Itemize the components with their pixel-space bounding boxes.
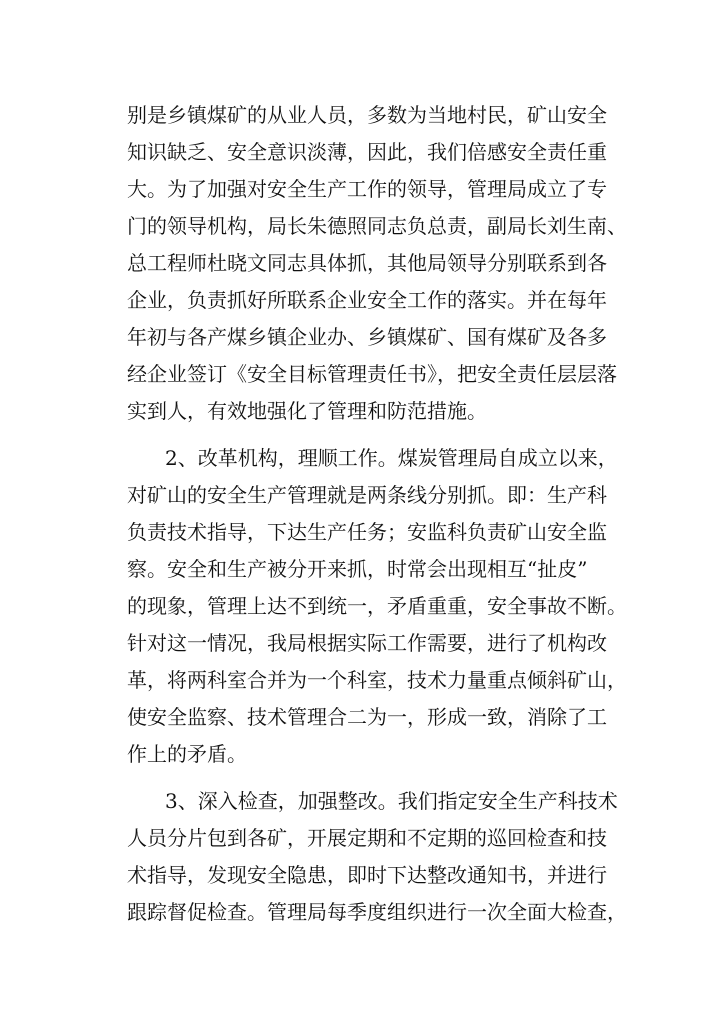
paragraph-3-line-1: 3、深入检查，加强整改。我们指定安全生产科技术: [165, 789, 618, 813]
paragraph-1-line-1: 别是乡镇煤矿的从业人员，多数为当地村民，矿山安全: [127, 103, 607, 127]
paragraph-2-line-7: 革，将两科室合并为一个科室，技术力量重点倾斜矿山，: [127, 668, 627, 692]
paragraph-1-line-4: 门的领导机构，局长朱德照同志负总责，副局长刘生南、: [127, 214, 627, 238]
paragraph-2-line-1: 2、改革机构，理顺工作。煤炭管理局自成立以来，: [165, 446, 618, 470]
paragraph-1-line-7: 年初与各产煤乡镇企业办、乡镇煤矿、国有煤矿及各多: [127, 325, 607, 349]
paragraph-2-line-5: 的现象，管理上达不到统一，矛盾重重，安全事故不断。: [127, 594, 627, 618]
paragraph-1-line-3: 大。为了加强对安全生产工作的领导，管理局成立了专: [127, 177, 607, 201]
paragraph-2-line-2: 对矿山的安全生产管理就是两条线分别抓。即：生产科: [127, 483, 607, 507]
paragraph-3-line-4: 跟踪督促检查。管理局每季度组织进行一次全面大检查，: [127, 900, 627, 924]
paragraph-3-line-3: 术指导，发现安全隐患，即时下达整改通知书，并进行: [127, 863, 607, 887]
paragraph-1-line-2: 知识缺乏、安全意识淡薄，因此，我们倍感安全责任重: [127, 140, 607, 164]
paragraph-gap: [127, 773, 607, 783]
paragraph-2-line-9: 作上的矛盾。: [127, 742, 247, 766]
paragraph-2-line-6: 针对这一情况，我局根据实际工作需要，进行了机构改: [127, 631, 607, 655]
paragraph-gap: [127, 430, 607, 440]
paragraph-1-line-9: 实到人，有效地强化了管理和防范措施。: [127, 399, 487, 423]
paragraph-1-line-5: 总工程师杜晓文同志具体抓，其他局领导分别联系到各: [127, 251, 607, 275]
paragraph-2-line-4: 察。安全和生产被分开来抓，时常会出现相互“扯皮”: [127, 557, 588, 581]
paragraph-3-line-2: 人员分片包到各矿，开展定期和不定期的巡回检查和技: [127, 826, 607, 850]
paragraph-1-line-6: 企业，负责抓好所联系企业安全工作的落实。并在每年: [127, 288, 607, 312]
paragraph-2-line-8: 使安全监察、技术管理合二为一，形成一致，消除了工: [127, 705, 607, 729]
paragraph-1-line-8: 经企业签订《安全目标管理责任书》，把安全责任层层落: [127, 362, 617, 386]
paragraph-2-line-3: 负责技术指导，下达生产任务；安监科负责矿山安全监: [127, 520, 607, 544]
body-text: [127, 97, 627, 931]
